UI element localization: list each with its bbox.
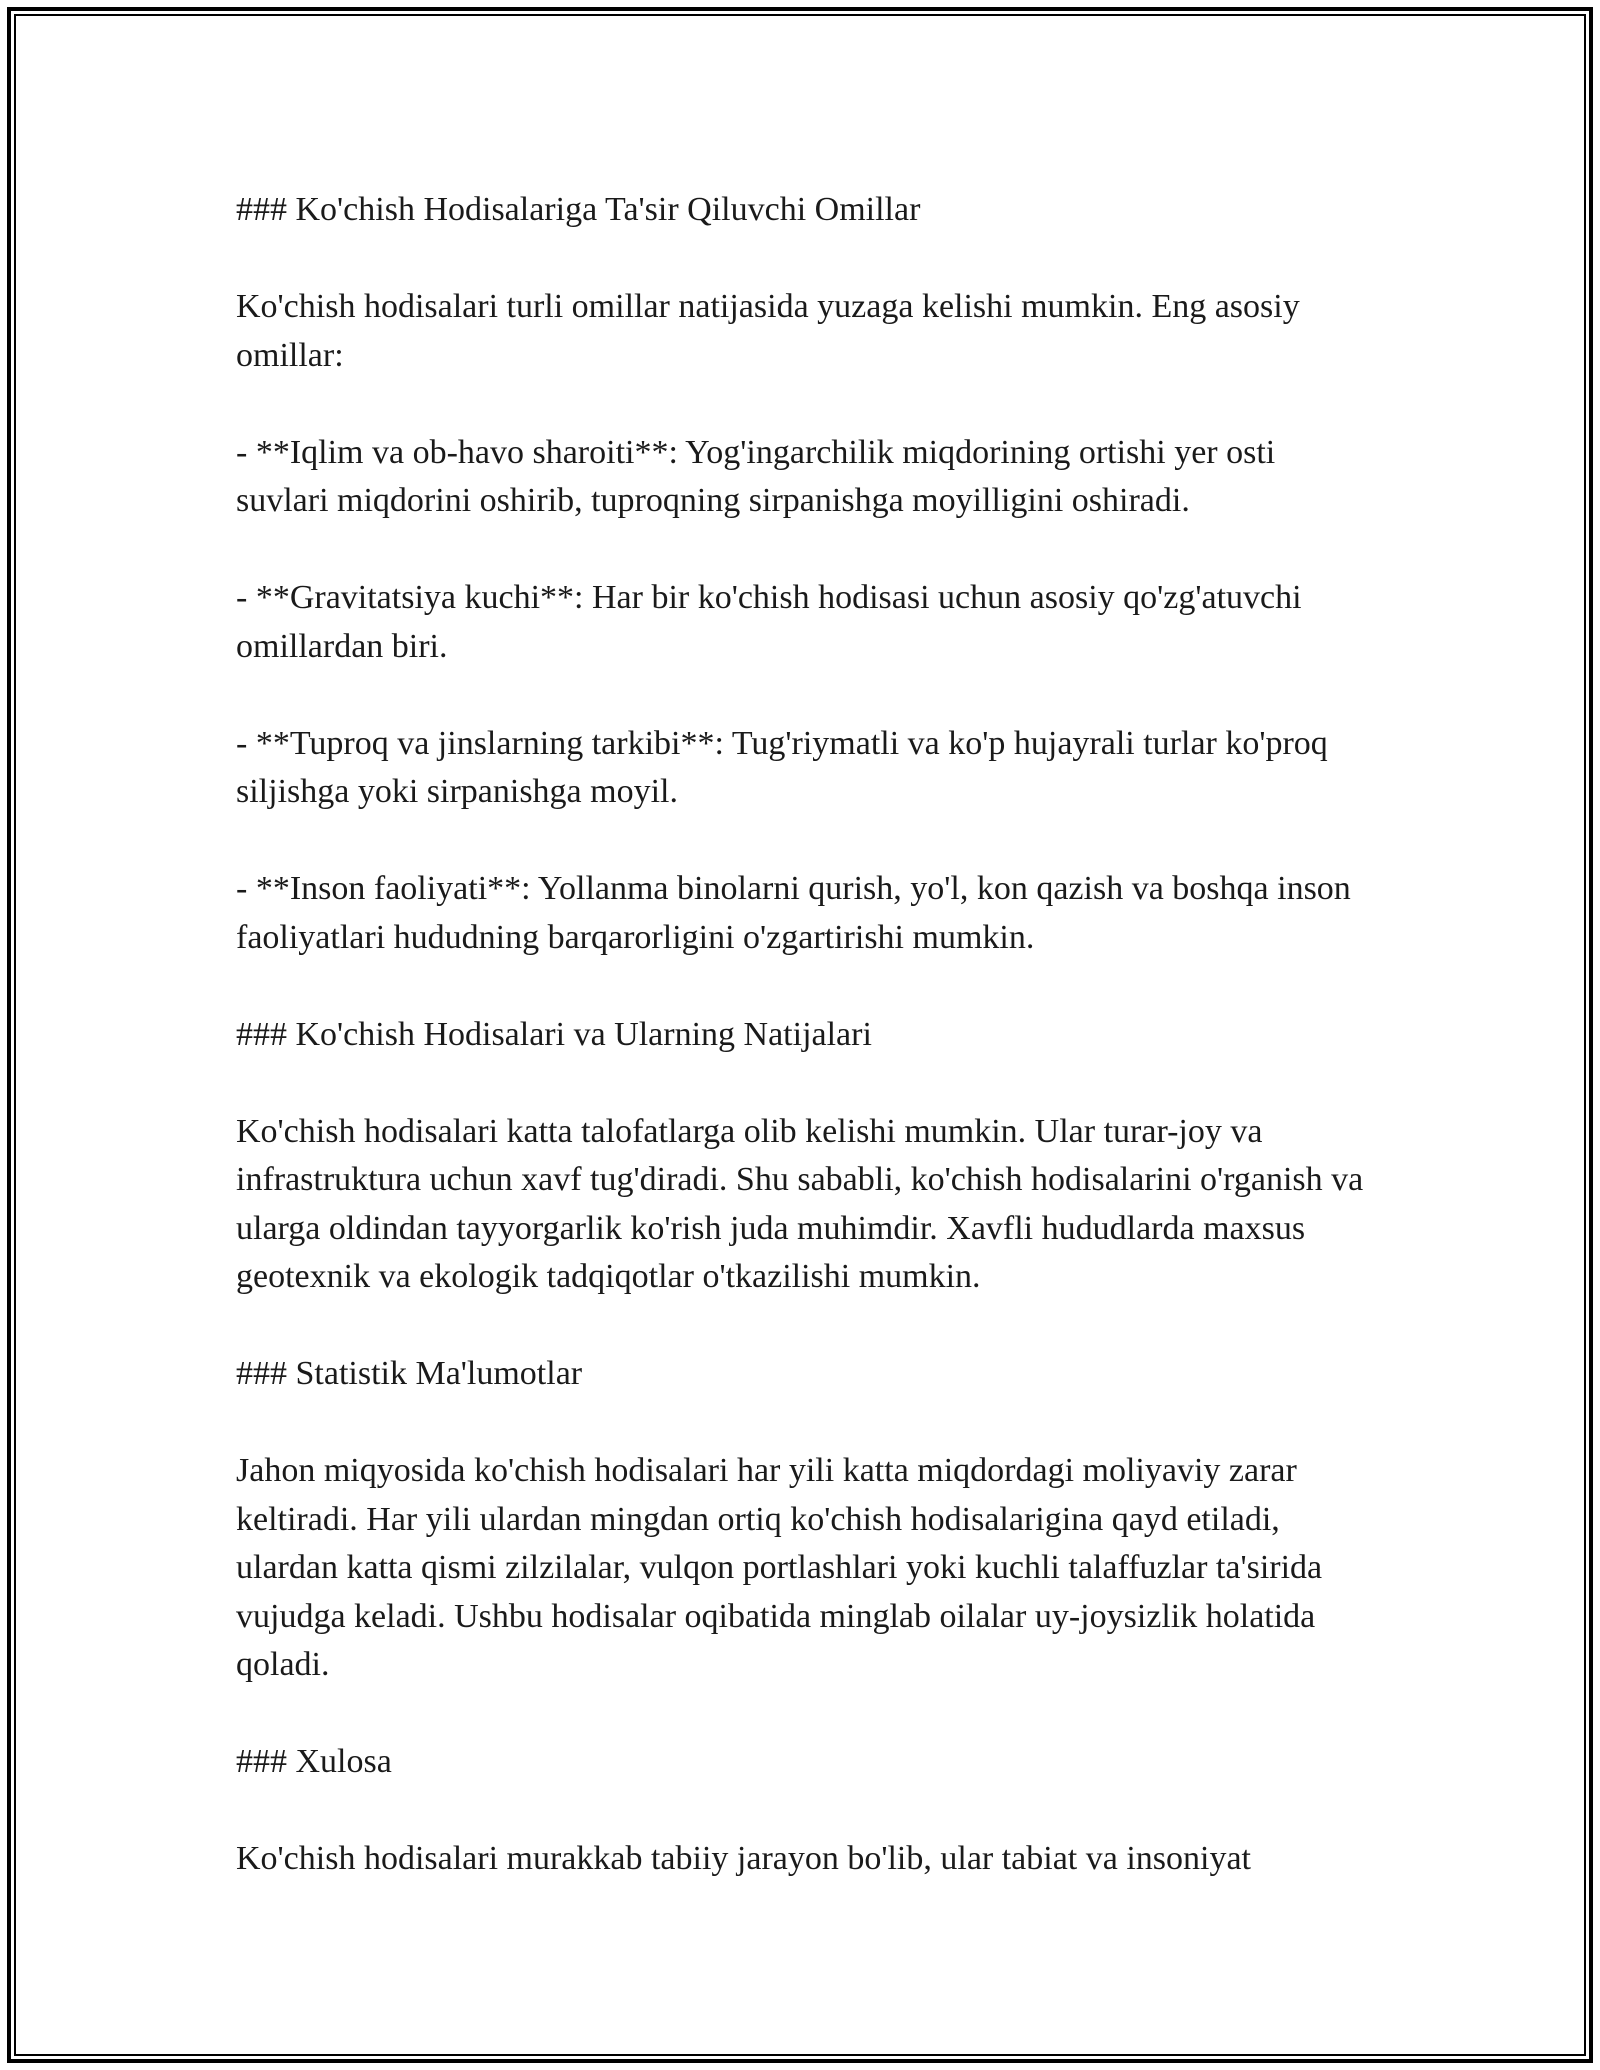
paragraph-consequences: Ko'chish hodisalari katta talofatlarga olib kelishi mumkin. Ular turar-joy va infrastruktura uchun xavf tug'diradi. Shu sababli, ko'chish hodisalarini o'rganish va ularga oldindan tayyorgarlik ko'rish juda muhimdir. Xavfli hududlarda maxsus geotexnik va ekologik tadqiqotlar o'tkazilishi mumkin. bbox=[236, 1112, 1364, 1295]
list-item-climate: - **Iqlim va ob-havo sharoiti**: Yog'ingarchilik miqdorining ortishi yer osti suvlari miqdorini oshirib, tuproqning sirpanishga moyilligini oshiradi. bbox=[236, 433, 1276, 519]
list-item-human-activity: - **Inson faoliyati**: Yollanma binolarni qurish, yo'l, kon qazish va boshqa inson faoliyatlari hududning barqarorligini o'zgartirishi mumkin. bbox=[236, 870, 1351, 956]
section-heading-conclusion: ### Xulosa bbox=[236, 1743, 392, 1780]
paragraph-statistics: Jahon miqyosida ko'chish hodisalari har yili katta miqdordagi moliyaviy zarar keltiradi. Har yili ulardan mingdan ortiq ko'chish hodisalarigina qayd etiladi, ulardan katta qismi zilzilalar, vulqon portlashlari yoki kuchli talaffuzlar ta'sirida vujudga keladi. Ushbu hodisalar oqibatida minglab oilalar uy-joysizlik holatida qoladi. bbox=[236, 1452, 1323, 1683]
section-heading-factors: ### Ko'chish Hodisalariga Ta'sir Qiluvchi Omillar bbox=[236, 191, 921, 228]
list-item-gravity: - **Gravitatsiya kuchi**: Har bir ko'chish hodisasi uchun asosiy qo'zg'atuvchi omillardan biri. bbox=[236, 579, 1302, 665]
section-heading-consequences: ### Ko'chish Hodisalari va Ularning Natijalari bbox=[236, 1015, 872, 1053]
paragraph-conclusion: Ko'chish hodisalari murakkab tabiiy jarayon bo'lib, ular tabiat va insoniyat bbox=[236, 1840, 1252, 1877]
document-body bbox=[236, 186, 1376, 1932]
list-item-soil: - **Tuproq va jinslarning tarkibi**: Tug'riymatli va ko'p hujayrali turlar ko'proq siljishga yoki sirpanishga moyil. bbox=[236, 724, 1328, 810]
section-heading-statistics: ### Statistik Ma'lumotlar bbox=[236, 1355, 583, 1392]
paragraph-intro: Ko'chish hodisalari turli omillar natijasida yuzaga kelishi mumkin. Eng asosiy omillar: bbox=[236, 288, 1300, 374]
